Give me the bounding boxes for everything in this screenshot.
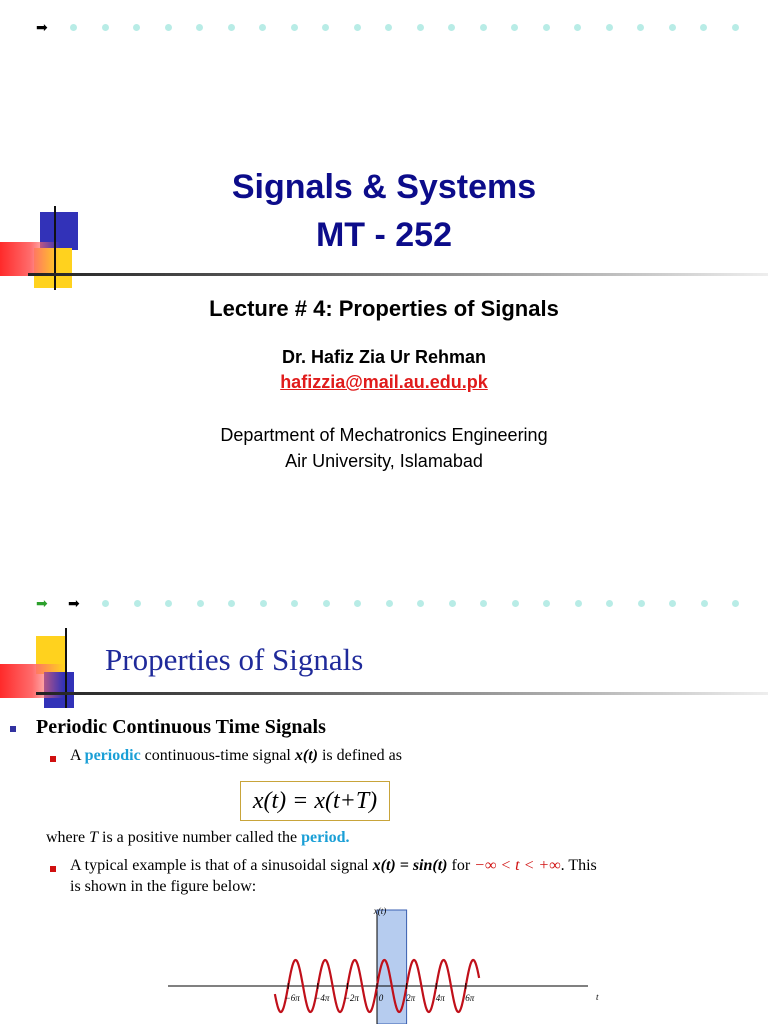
text: for bbox=[447, 857, 475, 874]
nav-dot-icon bbox=[291, 24, 298, 31]
nav-dot-icon bbox=[417, 24, 424, 31]
nav-dot-icon bbox=[354, 600, 361, 607]
nav-dot-icon bbox=[260, 600, 267, 607]
title-underline bbox=[36, 692, 768, 695]
bullet-icon bbox=[50, 756, 56, 762]
nav-dot-icon bbox=[669, 600, 676, 607]
title-underline bbox=[28, 273, 768, 276]
department-name: Department of Mechatronics Engineering bbox=[220, 425, 548, 445]
text: . This bbox=[560, 857, 597, 874]
deco-vertical-line bbox=[65, 628, 67, 708]
x-tick-label: −6π bbox=[284, 993, 300, 1003]
nav-dot-icon bbox=[323, 600, 330, 607]
bullet-sinusoid-example bbox=[70, 857, 597, 875]
math-range: −∞ < t < +∞ bbox=[474, 857, 561, 874]
nav-dot-icon bbox=[417, 600, 424, 607]
section-heading: Periodic Continuous Time Signals bbox=[36, 716, 326, 738]
keyword-periodic: periodic bbox=[84, 747, 141, 764]
x-tick-label: −4π bbox=[314, 993, 330, 1003]
x-tick-label: −2π bbox=[343, 993, 359, 1003]
nav-dot-icon bbox=[70, 24, 77, 31]
keyword-period: period. bbox=[301, 829, 350, 846]
nav-dot-icon bbox=[449, 600, 456, 607]
content-slide bbox=[0, 576, 768, 1024]
nav-dot-icon bbox=[480, 24, 487, 31]
text: A bbox=[70, 747, 85, 764]
nav-dot-icon bbox=[480, 600, 487, 607]
nav-dot-icon bbox=[322, 24, 329, 31]
nav-dot-icon bbox=[637, 24, 644, 31]
math-xt: x(t) bbox=[294, 747, 318, 764]
bullet-sinusoid-line2: is shown in the figure below: bbox=[70, 878, 257, 895]
nav-dot-icon bbox=[165, 24, 172, 31]
text: A typical example is that of a sinusoidal signal bbox=[70, 857, 373, 874]
math-T: T bbox=[89, 829, 98, 846]
nav-dot-icon bbox=[165, 600, 172, 607]
nav-dot-icon bbox=[102, 24, 109, 31]
x-axis-label: t bbox=[596, 992, 599, 1002]
prev-arrow-icon[interactable]: ➡ bbox=[36, 595, 48, 611]
nav-dot-icon bbox=[511, 24, 518, 31]
course-title: Signals & Systems bbox=[231, 168, 537, 206]
nav-dot-icon bbox=[354, 24, 361, 31]
bullet-periodic-def bbox=[70, 747, 402, 765]
nav-dot-icon bbox=[134, 600, 141, 607]
x-tick-label: 6π bbox=[465, 993, 475, 1003]
nav-dot-icon bbox=[638, 600, 645, 607]
nav-dot-icon bbox=[543, 24, 550, 31]
author-name: Dr. Hafiz Zia Ur Rehman bbox=[281, 347, 487, 367]
nav-dot-icon bbox=[102, 600, 109, 607]
course-code: MT - 252 bbox=[315, 216, 453, 254]
math-sin: x(t) = sin(t) bbox=[372, 857, 448, 874]
nav-dot-icon bbox=[386, 600, 393, 607]
nav-dot-icon bbox=[291, 600, 298, 607]
equation-box: x(t) = x(t+T) bbox=[240, 781, 390, 821]
nav-dot-icon bbox=[512, 600, 519, 607]
text: continuous-time signal bbox=[140, 747, 295, 764]
nav-dot-icon bbox=[196, 24, 203, 31]
text: is defined as bbox=[317, 747, 402, 764]
sine-wave-chart bbox=[160, 904, 610, 1024]
university-name: Air University, Islamabad bbox=[285, 451, 483, 471]
next-arrow-icon[interactable]: ➡ bbox=[68, 595, 80, 611]
x-tick-label: 2π bbox=[406, 993, 416, 1003]
where-period-text bbox=[46, 829, 350, 847]
bullet-icon bbox=[10, 726, 16, 732]
email-link[interactable]: hafizzia@mail.au.edu.pk bbox=[280, 372, 488, 392]
nav-dot-icon bbox=[448, 24, 455, 31]
nav-dot-icon bbox=[669, 24, 676, 31]
nav-dot-icon bbox=[133, 24, 140, 31]
nav-dot-icon bbox=[700, 24, 707, 31]
nav-dot-icon bbox=[197, 600, 204, 607]
text: where bbox=[46, 829, 90, 846]
y-axis-label: x(t) bbox=[373, 906, 387, 916]
slide-title: Properties of Signals bbox=[105, 642, 364, 677]
author-email bbox=[0, 372, 768, 393]
x-tick-label: 4π bbox=[435, 993, 445, 1003]
slide-nav-bar bbox=[0, 596, 768, 616]
nav-dot-icon bbox=[606, 600, 613, 607]
nav-dot-icon bbox=[606, 24, 613, 31]
nav-dot-icon bbox=[228, 600, 235, 607]
slide-nav-bar bbox=[0, 20, 768, 40]
next-arrow-icon[interactable]: ➡ bbox=[36, 19, 48, 35]
x-tick-label: 0 bbox=[378, 993, 384, 1003]
nav-dot-icon bbox=[574, 24, 581, 31]
nav-dot-icon bbox=[385, 24, 392, 31]
bullet-icon bbox=[50, 866, 56, 872]
text: is a positive number called the bbox=[98, 829, 302, 846]
nav-dot-icon bbox=[575, 600, 582, 607]
nav-dot-icon bbox=[732, 24, 739, 31]
nav-dot-icon bbox=[701, 600, 708, 607]
nav-dot-icon bbox=[259, 24, 266, 31]
lecture-title: Lecture # 4: Properties of Signals bbox=[209, 296, 559, 321]
nav-dot-icon bbox=[543, 600, 550, 607]
nav-dot-icon bbox=[732, 600, 739, 607]
nav-dot-icon bbox=[228, 24, 235, 31]
